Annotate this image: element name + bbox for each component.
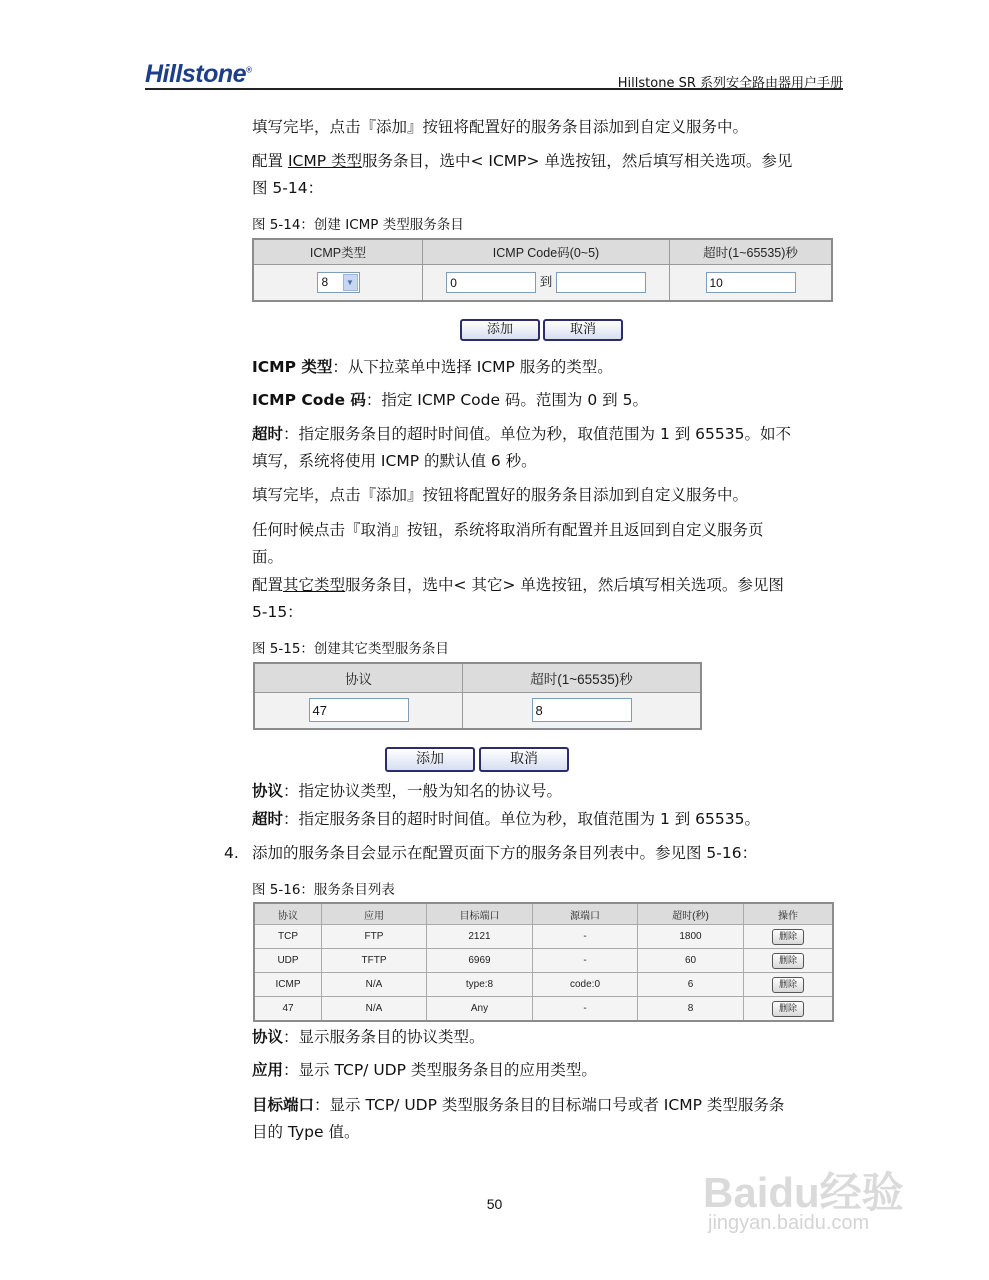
delete-button[interactable]: 删除: [772, 977, 804, 993]
application-cell: FTP: [322, 925, 427, 949]
timeout-cell: 60: [638, 949, 744, 973]
table-row: [254, 949, 833, 973]
definition-dest-port: 目标端口：显示 TCP/ UDP 类型服务条目的目标端口号或者 ICMP 类型服务条 目的 Type 值。: [252, 1096, 785, 1141]
column-header: ICMP Code码(0~5): [423, 239, 670, 265]
other-form-table: [253, 662, 702, 730]
src-port-cell: -: [533, 949, 638, 973]
cancel-button[interactable]: 取消: [543, 319, 623, 341]
figure-caption-5-16: 图 5-16：服务条目列表: [252, 882, 395, 898]
table-row: [254, 925, 833, 949]
step-4: 4. 添加的服务条目会显示在配置页面下方的服务条目列表中。参见图 5-16：: [224, 844, 758, 862]
definition-icmp-type: ICMP 类型：从下拉菜单中选择 ICMP 服务的类型。: [252, 358, 613, 376]
delete-button[interactable]: 删除: [772, 953, 804, 969]
definition-protocol-2: 协议：显示服务条目的协议类型。: [252, 1028, 485, 1046]
baidu-watermark: Baidu经验: [703, 1169, 904, 1216]
paragraph-fill-complete: 填写完毕，点击『添加』按钮将配置好的服务条目添加到自定义服务中。: [252, 118, 749, 136]
paragraph-fill-complete-2: 填写完毕，点击『添加』按钮将配置好的服务条目添加到自定义服务中。: [252, 486, 749, 504]
action-cell: [744, 949, 834, 973]
delete-button[interactable]: 删除: [772, 929, 804, 945]
hillstone-logo: Hillstone®: [145, 60, 252, 88]
icmp-code-cell: [423, 265, 670, 301]
definition-icmp-code: ICMP Code 码：指定 ICMP Code 码。范围为 0 到 5。: [252, 391, 648, 409]
action-cell: [744, 925, 834, 949]
protocol-cell: TCP: [254, 925, 322, 949]
cancel-button-2[interactable]: 取消: [479, 747, 569, 772]
src-port-cell: -: [533, 997, 638, 1022]
column-header: 超时(1~65535)秒: [670, 239, 833, 265]
chevron-down-icon[interactable]: ▼: [343, 274, 358, 291]
definition-application: 应用：显示 TCP/ UDP 类型服务条目的应用类型。: [252, 1061, 597, 1079]
action-cell: [744, 973, 834, 997]
timeout-input[interactable]: 10: [706, 272, 796, 293]
to-label: 到: [539, 274, 553, 289]
icmp-form-table: [252, 238, 833, 302]
application-cell: TFTP: [322, 949, 427, 973]
application-cell: N/A: [322, 997, 427, 1022]
header-title: Hillstone SR 系列安全路由器用户手册: [617, 76, 843, 91]
dest-port-cell: 6969: [427, 949, 533, 973]
protocol-cell: 47: [254, 997, 322, 1022]
column-header: 超时(秒): [638, 903, 744, 925]
protocol-input[interactable]: 47: [309, 698, 409, 722]
dest-port-cell: type:8: [427, 973, 533, 997]
column-header: 超时(1~65535)秒: [463, 663, 702, 693]
timeout-cell: [463, 693, 702, 729]
dest-port-cell: Any: [427, 997, 533, 1022]
timeout-cell: 6: [638, 973, 744, 997]
protocol-cell: [254, 693, 463, 729]
definition-protocol: 协议：指定协议类型，一般为知名的协议号。: [252, 782, 563, 800]
src-port-cell: code:0: [533, 973, 638, 997]
icmp-code-to-input[interactable]: [556, 272, 646, 293]
delete-button[interactable]: 删除: [772, 1001, 804, 1017]
column-header: 应用: [322, 903, 427, 925]
definition-timeout: 超时：指定服务条目的超时时间值。单位为秒，取值范围为 1 到 65535。如不 填写，系统将使用 ICMP 的默认值 6 秒。: [252, 425, 791, 470]
src-port-cell: -: [533, 925, 638, 949]
definition-timeout-2: 超时：指定服务条目的超时时间值。单位为秒，取值范围为 1 到 65535。: [252, 810, 760, 828]
service-list-table: [253, 902, 834, 1022]
page-number: 50: [486, 1196, 503, 1212]
column-header: 协议: [254, 663, 463, 693]
dest-port-cell: 2121: [427, 925, 533, 949]
icmp-type-select[interactable]: 8 ▼: [317, 272, 360, 293]
icmp-type-cell: [253, 265, 423, 301]
timeout-cell: [670, 265, 833, 301]
icmp-code-from-input[interactable]: 0: [446, 272, 536, 293]
timeout-cell: 1800: [638, 925, 744, 949]
header-divider: [145, 88, 843, 90]
paragraph-other-config: 配置其它类型服务条目，选中< 其它> 单选按钮，然后填写相关选项。参见图 5-15：: [252, 576, 784, 621]
timeout-cell: 8: [638, 997, 744, 1022]
table-row: [254, 973, 833, 997]
column-header: 操作: [744, 903, 834, 925]
add-button-2[interactable]: 添加: [385, 747, 475, 772]
other-type-link[interactable]: 其它类型: [283, 576, 346, 594]
figure-caption-5-15: 图 5-15：创建其它类型服务条目: [252, 641, 449, 657]
column-header: 源端口: [533, 903, 638, 925]
add-button[interactable]: 添加: [460, 319, 540, 341]
column-header: ICMP类型: [253, 239, 423, 265]
paragraph-cancel: 任何时候点击『取消』按钮，系统将取消所有配置并且返回到自定义服务页 面。: [252, 521, 764, 566]
column-header: 目标端口: [427, 903, 533, 925]
table-row: [254, 997, 833, 1022]
icmp-type-link[interactable]: ICMP 类型: [287, 152, 362, 170]
protocol-cell: UDP: [254, 949, 322, 973]
application-cell: N/A: [322, 973, 427, 997]
baidu-watermark-url: jingyan.baidu.com: [708, 1212, 870, 1234]
timeout-input[interactable]: 8: [532, 698, 632, 722]
column-header: 协议: [254, 903, 322, 925]
protocol-cell: ICMP: [254, 973, 322, 997]
figure-caption-5-14: 图 5-14：创建 ICMP 类型服务条目: [252, 217, 464, 233]
action-cell: [744, 997, 834, 1022]
paragraph-icmp-config: 配置 ICMP 类型服务条目，选中< ICMP> 单选按钮，然后填写相关选项。参见 图 5-14：: [252, 152, 793, 197]
